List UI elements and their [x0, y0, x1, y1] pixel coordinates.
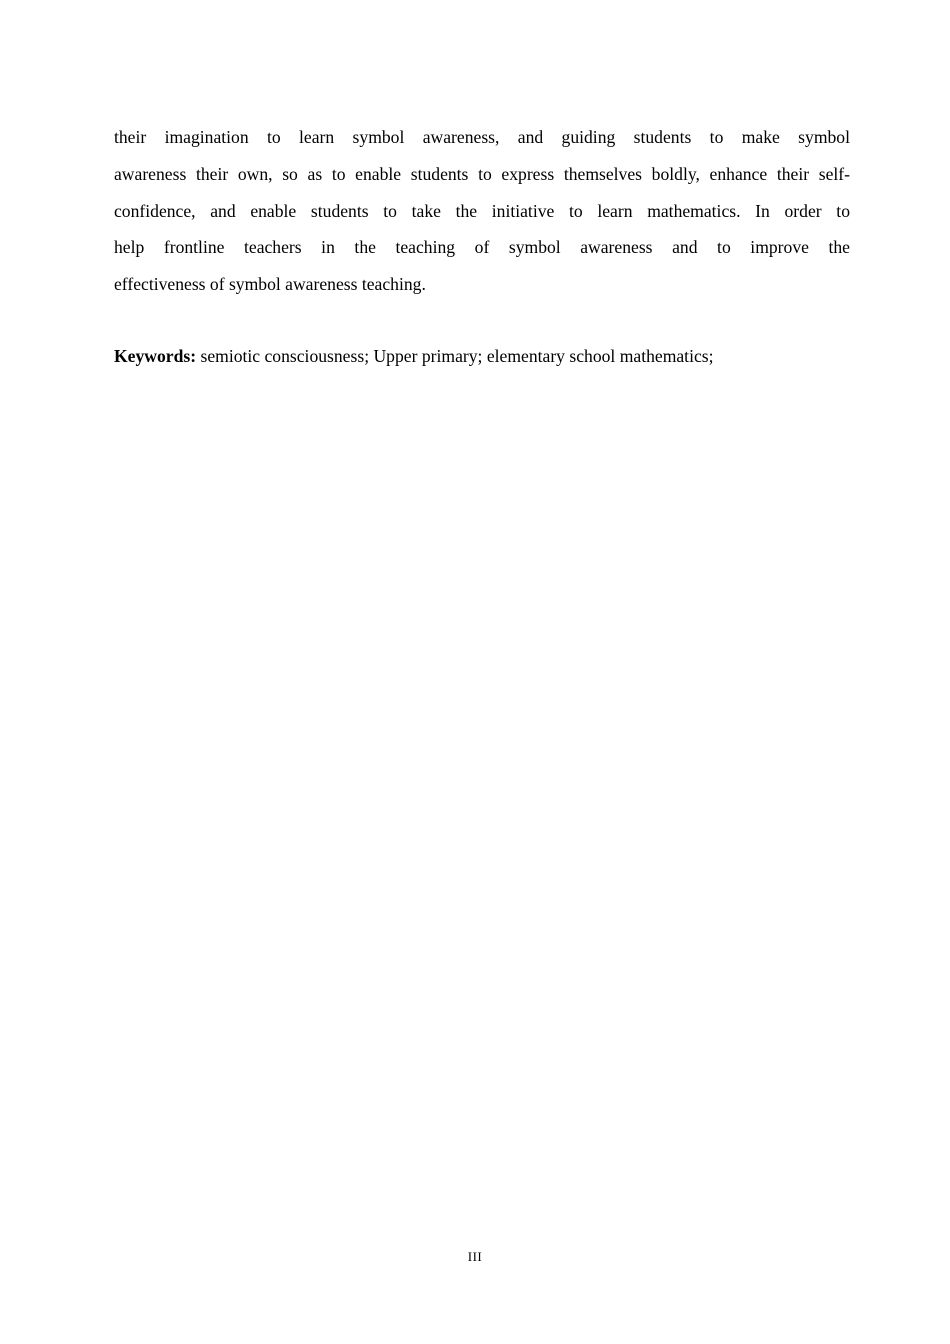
abstract-paragraph	[114, 122, 850, 306]
abstract-line-1: their imagination to learn symbol awareness, and guiding students to make symbol	[114, 127, 850, 147]
abstract-line-5: effectiveness of symbol awareness teaching.	[114, 274, 426, 295]
keywords-text: semiotic consciousness; Upper primary; elementary school mathematics;	[196, 346, 714, 366]
page-number: III	[467, 1249, 483, 1264]
keywords-line	[114, 341, 850, 371]
abstract-line-2: awareness their own, so as to enable students to express themselves boldly, enhance their self-	[114, 163, 850, 184]
abstract-line-3: confidence, and enable students to take the initiative to learn mathematics. In order to	[114, 200, 850, 221]
keywords-label: Keywords:	[114, 346, 197, 366]
abstract-line-4: help frontline teachers in the teaching of symbol awareness and to improve the	[114, 237, 850, 258]
